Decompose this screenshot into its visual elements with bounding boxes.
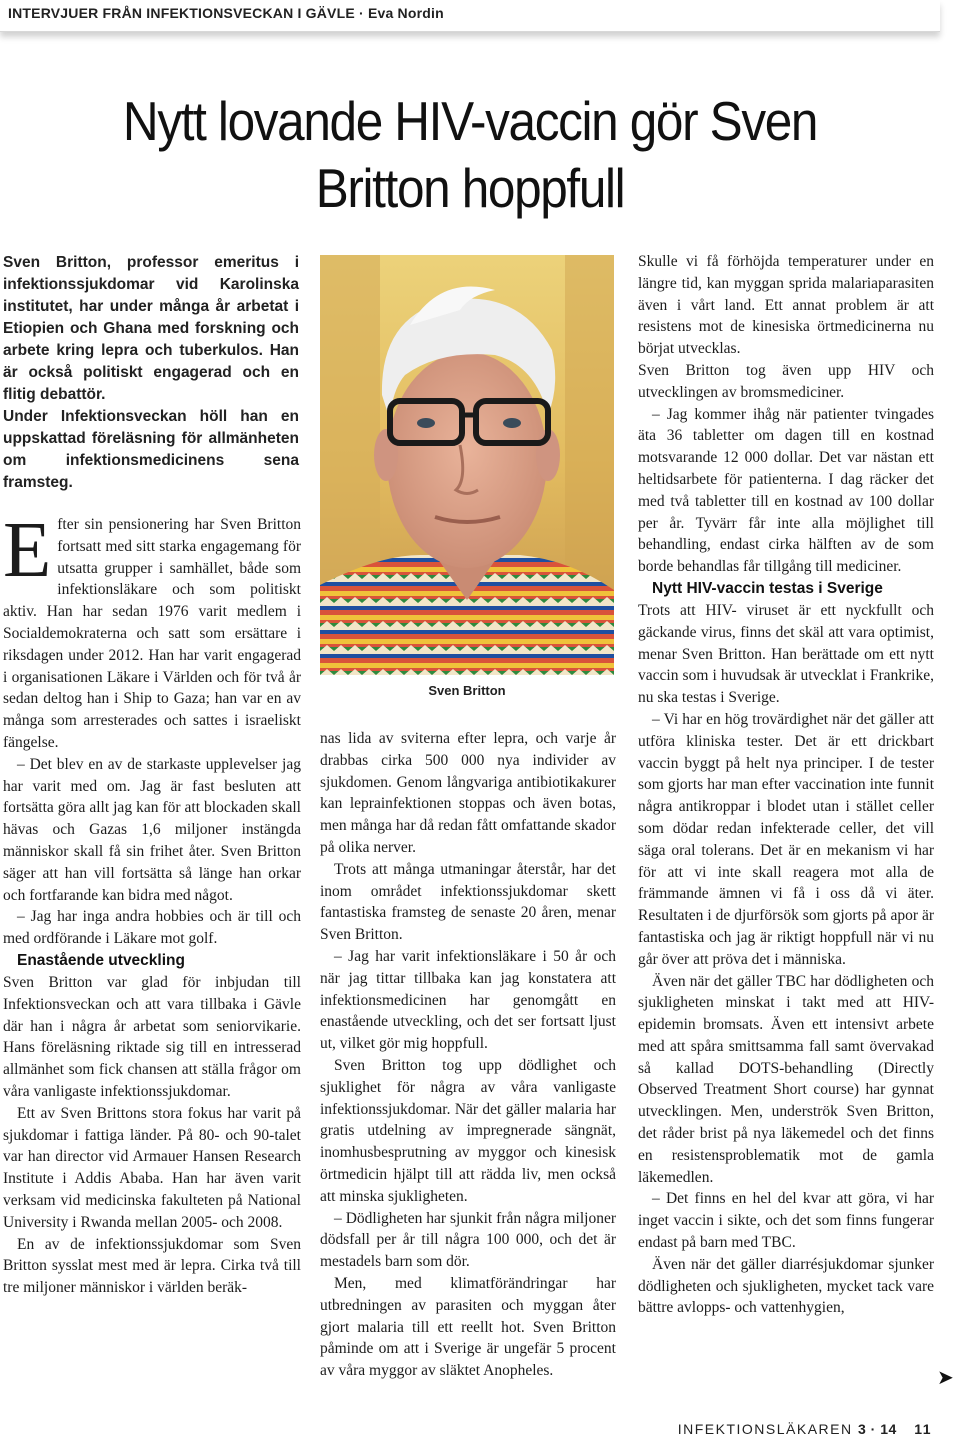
body-paragraph: Men, med klimatförändringar har utbredningen av parasiten och myggan åter gjort malaria till ett reellt hot. Sven Britton påminde om att i Sverige är ungefär 5 procent av våra myggor av släktet Anopheles. [320, 1274, 616, 1380]
body-paragraph: Trots att många utmaningar återstår, har det inom området infektionssjukdomar skett fantastiska framsteg de senaste 20 åren, menar Sven Britton. [320, 860, 616, 944]
kicker-author: Eva Nordin [367, 5, 444, 21]
portrait-photo [320, 255, 614, 675]
footer-magazine: INFEKTIONSLÄKAREN [677, 1421, 853, 1437]
first-paragraph-text: fter sin pensionering har Sven Britton fortsatt med sitt starka engagemang för utsatta grupper i samhället, både som infektionsläkare och som politiskt aktiv. Han har sedan 1976 varit medlem i Socialdemokraterna och satt som ersättare i riksdagen under 2012. Han har varit engagerad i organisationen Läkare i Världen och för två år sedan deltog han i Ship to Gaza; han var en av många som arresterades och sattes i israeliskt fängelse. [3, 516, 301, 751]
body-paragraph: – Dödligheten har sjunkit från några miljoner dödsfall per år till några 100 000, och det är mestadels barn som dör. [320, 1209, 616, 1271]
body-paragraph: Även när det gäller diarrésjukdomar sjunker dödligheten och sjukligheten, mycket tack vare bättre avlopps- och vattenhygien, [638, 1255, 934, 1317]
text-column-3 [638, 251, 934, 1319]
body-paragraph: Sven Britton var glad för inbjudan till Infektionsveckan och att vara tillbaka i Gävle där han i några år arbetat som seniorvikarie. Hans föreläsning riktade sig till en intresserad allmänhet som fick chansen att ställa frågor om våra vanligaste infektionssjukdomar. [3, 973, 301, 1100]
body-paragraph: – Jag kommer ihåg när patienter tvingades äta 36 tabletter om dagen till en kostnad motsvarande 12 000 dollar. Det var nästan ett heltidsarbete för patienterna. I dag räcker det med två tabletter till en kostnad av 100 dollar per år. Tyvärr får inte alla möjlighet till behandling, endast cirka hälften av de som borde behandlas får tillgång till mediciner. [638, 405, 934, 576]
article-headline [101, 88, 839, 222]
headline-line-2: Britton hoppfull [315, 157, 625, 219]
text-column-1 [3, 507, 301, 1299]
portrait-illustration [320, 255, 614, 675]
section-kicker [0, 0, 940, 32]
page-footer [678, 1421, 932, 1437]
photo-caption: Sven Britton [428, 683, 506, 698]
body-paragraph: Skulle vi få förhöjda temperaturer under en längre tid, kan myggan sprida malariaparasiten även i vårt land. Ett annat problem är att resistens mot de kinesiska örtmedicinerna nu börjat utvecklas. [638, 253, 934, 358]
page-number: 11 [914, 1421, 932, 1437]
body-paragraph [3, 507, 301, 754]
body-paragraph: – Jag har inga andra hobbies och är till och med ordförande i Läkare mot golf. [3, 908, 301, 948]
subheading: Enastående utveckling [17, 951, 185, 969]
body-paragraph: – Det finns en hel del kvar att göra, vi har inget vaccin i sikte, och det som finns fungerar endast på barn med TBC. [638, 1190, 934, 1252]
body-paragraph: – Det blev en av de starkaste upplevelser jag har varit med om. Jag är fast besluten att fortsätta göra allt jag kan för att blockaden skall hävas och Gazas 1,6 miljoner instängda människor skall få sin frihet åter. Sven Britton säger att han vill fortsätta så länge han orkar och fortfarande kan bidra med något. [3, 755, 301, 904]
body-paragraph: Även när det gäller TBC har dödligheten och sjukligheten minskat i takt med att HIV- epidemin bromsats. Även ett intensivt arbete med att spåra smittsamma fall samt övervakad så kallad DOTS-behandling (Directly Observed Treatment Short course) har gynnat utvecklingen. Men, underströk Sven Britton, det råder brist på nya läkemedel och det finns en resistensproblematik mot de gamla läkemedlen. [638, 972, 934, 1186]
body-paragraph: – Jag har varit infektionsläkare i 50 år och när jag tittar tillbaka kan jag konstatera att infektionsmedicinen har genomgått en enastående utveckling, och det ser fortsatt ljust ut, vilket gör mig hoppfull. [320, 947, 616, 1053]
body-paragraph: En av de infektionssjukdomar som Sven Britton sysslat mest med är lepra. Cirka två till tre miljoner människor i världen beräk- [3, 1235, 301, 1297]
lead-paragraph: Sven Britton, professor emeritus i infektionssjukdomar vid Karolinska institutet, har under många år arbetat i Etiopien och Ghana med forskning och arbete kring lepra och tuberkulos. Han är också politiskt engagerad och en flitig debattör. [3, 254, 299, 403]
headline-line-1: Nytt lovande HIV-vaccin gör Sven [122, 90, 818, 152]
lead-paragraph: Under Infektionsveckan höll han en uppskattad föreläsning för allmänheten om infektionsmedicinens sena framsteg. [3, 408, 299, 491]
body-paragraph: Sven Britton tog även upp HIV och utvecklingen av bromsmediciner. [638, 361, 934, 401]
continue-arrow-icon: ➤ [937, 1365, 954, 1389]
body-paragraph: – Vi har en hög trovärdighet när det gäller att utföra kliniska tester. Det är ett drickbart vaccin byggt på helt nya principer. I de tester som gjorts har man efter vaccination inte funnit några antikroppar i blodet utan i stället celler som dödar redan infekterade celler, det vill säga oral tolerans. Det är en mekanism vi har för att vi inte skall reagera mot alla de främmande ämnen vi få i oss då vi äter. Resultaten i de djurförsök som gjorts på apor är fantastiska och jag är riktigt hoppfull när vi nu går över att pröva det i människa. [638, 710, 934, 968]
body-paragraph: nas lida av sviterna efter lepra, och varje år drabbas cirka 500 000 nya individer av sjukdomen. Genom långvariga antibiotikakurer kan leprainfektionen stoppas och även botas, men många har då redan fått omfattande skador på olika nerver. [320, 730, 616, 856]
kicker-section: INTERVJUER FRÅN INFEKTIONSVECKAN I GÄVLE · [8, 5, 364, 21]
article-lead [3, 252, 299, 494]
drop-cap: E [3, 507, 52, 594]
body-paragraph: Ett av Sven Brittons stora fokus har varit på sjukdomar i fattiga länder. På 80- och 90-talet var han director vid Armauer Hansen Research Institute i Addis Ababa. Han har även varit verksam vid medicinska fakulteten på National University i Rwanda mellan 2005- och 2008. [3, 1104, 301, 1231]
subheading: Nytt HIV-vaccin testas i Sverige [652, 579, 883, 597]
footer-issue: 3 · 14 [857, 1421, 897, 1437]
body-paragraph: Trots att HIV- viruset är ett nyckfullt och gäckande virus, finns det skäl att vara optimist, menar Sven Britton. Han berättade om ett nytt vaccin som i huvudsak är utvecklat i Frankrike, nu ska testas i Sverige. [638, 601, 934, 707]
body-paragraph: Sven Britton tog upp dödlighet och sjuklighet för några av våra vanligaste infektionssjukdomar. När det gäller malaria har gratis utdelning av impregnerade sängnät, inomhusbesprutning av myggor och kinesisk örtmedicin hjälpt till att rädda liv, men också att minska sjukligheten. [320, 1056, 616, 1205]
text-column-2 [320, 728, 616, 1382]
